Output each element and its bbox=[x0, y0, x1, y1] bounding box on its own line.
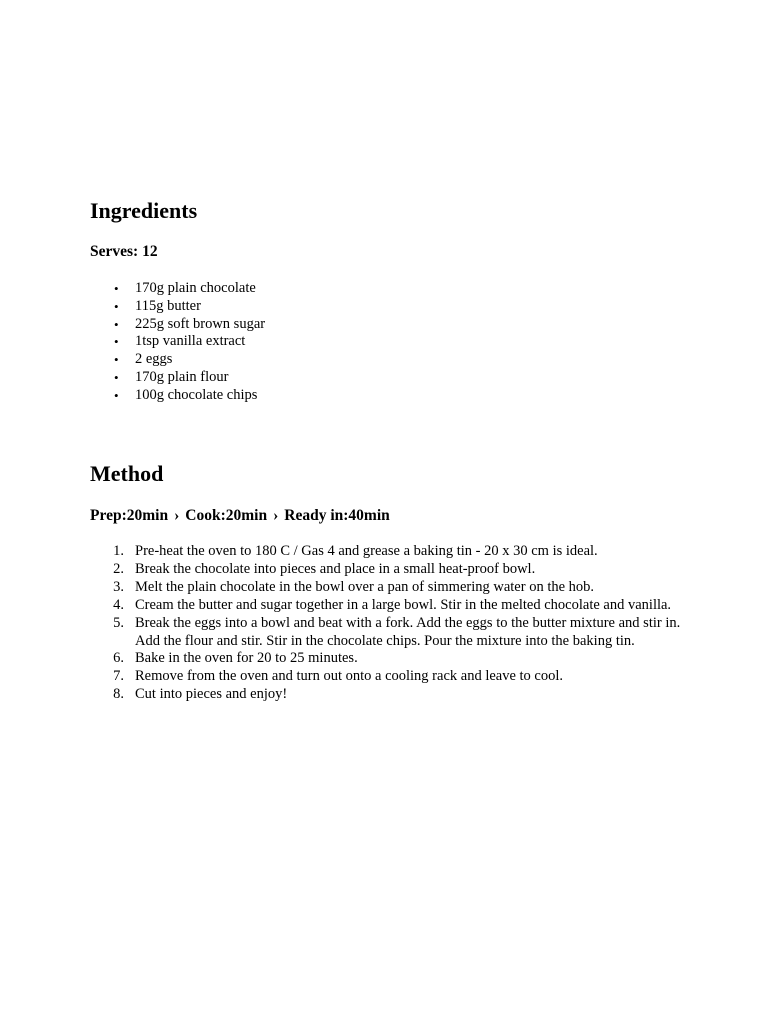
step-text: Remove from the oven and turn out onto a cooling rack and leave to cool. bbox=[135, 668, 564, 685]
ingredient-text: 225g soft brown sugar bbox=[135, 315, 266, 332]
bullet-icon: • bbox=[114, 352, 119, 368]
bullet-icon: • bbox=[114, 334, 119, 350]
ingredient-item bbox=[114, 351, 265, 369]
step-text: Pre-heat the oven to 180 C / Gas 4 and grease a baking tin - 20 x 30 cm is ideal. bbox=[135, 543, 598, 559]
ingredients-list bbox=[90, 280, 265, 405]
ingredient-item bbox=[114, 315, 266, 334]
timing-line bbox=[90, 506, 390, 526]
ingredient-text: 115g butter bbox=[135, 297, 201, 314]
bullet-icon: • bbox=[114, 316, 119, 332]
step-number: 6. bbox=[113, 650, 124, 667]
step-text: Melt the plain chocolate in the bowl over a pan of simmering water on the hob. bbox=[135, 578, 595, 595]
ingredients-heading: Ingredients bbox=[90, 198, 198, 223]
step-text: Break the eggs into a bowl and beat with a fork. Add the eggs to the butter mixture and stir in. Add the flour and stir. Stir in the chocolate chips. Pour the mixture into the baking tin. bbox=[135, 614, 681, 649]
step-number: 5. bbox=[113, 614, 124, 631]
method-step bbox=[113, 686, 690, 704]
ingredient-text: 170g plain chocolate bbox=[135, 280, 256, 296]
bullet-icon: • bbox=[114, 281, 119, 296]
prep-time: Prep:20min bbox=[90, 507, 169, 524]
method-step bbox=[113, 650, 690, 668]
ingredient-item bbox=[114, 333, 265, 351]
chevron-right-icon: › bbox=[273, 507, 279, 524]
step-text: Cream the butter and sugar together in a large bowl. Stir in the melted chocolate and vanilla. bbox=[135, 596, 672, 613]
method-step bbox=[113, 543, 690, 561]
cook-time: Cook:20min bbox=[185, 507, 268, 524]
method-step bbox=[113, 596, 690, 615]
bullet-icon: • bbox=[114, 369, 119, 385]
ingredient-text: 2 eggs bbox=[135, 351, 173, 368]
step-text: Bake in the oven for 20 to 25 minutes. bbox=[135, 650, 358, 667]
method-step bbox=[113, 668, 690, 686]
ingredient-item bbox=[114, 368, 265, 387]
ingredient-item bbox=[114, 280, 265, 298]
method-step bbox=[113, 614, 690, 651]
bullet-icon: • bbox=[114, 387, 119, 403]
step-number: 8. bbox=[113, 686, 124, 703]
step-number: 3. bbox=[113, 578, 124, 595]
ingredient-text: 170g plain flour bbox=[135, 368, 229, 385]
ingredient-item bbox=[114, 386, 265, 405]
ingredient-text: 100g chocolate chips bbox=[135, 386, 258, 403]
method-heading: Method bbox=[90, 461, 164, 486]
method-steps-list bbox=[90, 543, 690, 704]
ingredient-text: 1tsp vanilla extract bbox=[135, 333, 246, 350]
ready-time: Ready in:40min bbox=[284, 507, 390, 524]
bullet-icon: • bbox=[114, 298, 119, 314]
serves-line: Serves: 12 bbox=[90, 243, 158, 260]
method-step bbox=[113, 560, 690, 579]
step-number: 4. bbox=[113, 596, 124, 613]
step-number: 7. bbox=[113, 668, 124, 685]
step-text: Break the chocolate into pieces and place in a small heat-proof bowl. bbox=[135, 560, 536, 577]
method-step bbox=[113, 578, 690, 597]
ingredient-item bbox=[114, 297, 265, 316]
step-text: Cut into pieces and enjoy! bbox=[135, 686, 288, 703]
chevron-right-icon: › bbox=[174, 507, 180, 524]
step-number: 1. bbox=[113, 543, 124, 559]
step-number: 2. bbox=[113, 560, 124, 577]
